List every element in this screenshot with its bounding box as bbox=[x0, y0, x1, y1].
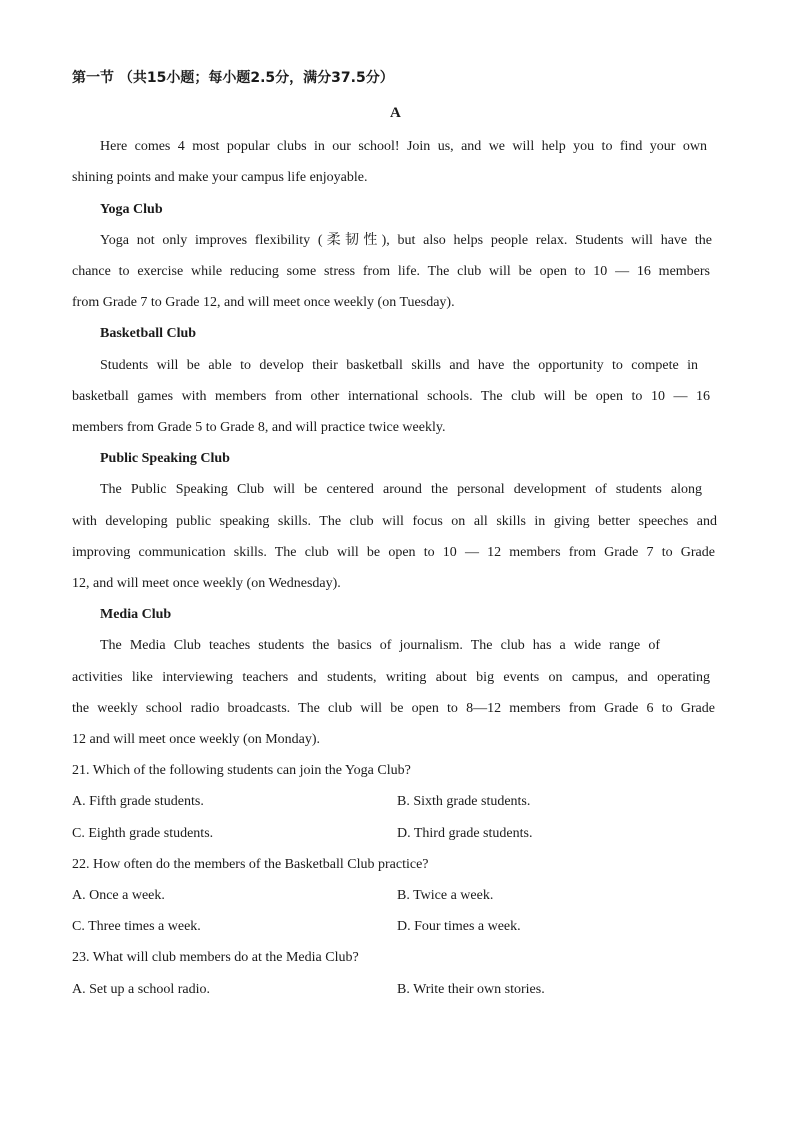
public-speaking-line-4: 12, and will meet once weekly (on Wednesday). bbox=[72, 576, 341, 591]
intro-line-1: Here comes 4 most popular clubs in our school! Join us, and we will help you to find your own bbox=[100, 139, 707, 154]
question-23-stem: 23. What will club members do at the Media Club? bbox=[72, 950, 359, 965]
question-21-option-a: A. Fifth grade students. bbox=[72, 794, 204, 809]
basketball-line-3: members from Grade 5 to Grade 8, and will practice twice weekly. bbox=[72, 420, 446, 435]
question-22-option-a: A. Once a week. bbox=[72, 888, 165, 903]
basketball-line-1: Students will be able to develop their basketball skills and have the opportunity to compete in bbox=[100, 358, 698, 373]
question-21-option-b: B. Sixth grade students. bbox=[397, 794, 531, 809]
media-line-4: 12 and will meet once weekly (on Monday). bbox=[72, 732, 321, 747]
section-heading: 第一节 （共15小题；每小题2.5分，满分37.5分） bbox=[72, 70, 394, 86]
club-heading-media: Media Club bbox=[100, 607, 172, 622]
question-21-option-c: C. Eighth grade students. bbox=[72, 826, 214, 841]
media-line-3: the weekly school radio broadcasts. The club will be open to 8—12 members from Grade 6 to Grade bbox=[72, 701, 715, 716]
public-speaking-line-2: with developing public speaking skills. The club will focus on all skills in giving better speeches and bbox=[72, 514, 717, 529]
question-21-option-d: D. Third grade students. bbox=[397, 826, 533, 841]
club-heading-basketball: Basketball Club bbox=[100, 326, 197, 341]
question-22-stem: 22. How often do the members of the Basketball Club practice? bbox=[72, 857, 429, 872]
question-22-option-d: D. Four times a week. bbox=[397, 919, 521, 934]
public-speaking-line-3: improving communication skills. The club will be open to 10 — 12 members from Grade 7 to Grade bbox=[72, 545, 715, 560]
public-speaking-line-1: The Public Speaking Club will be centered around the personal development of students along bbox=[100, 482, 702, 497]
yoga-line-1: Yoga not only improves flexibility (柔韧性), but also helps people relax. Students will have the bbox=[100, 233, 712, 248]
media-line-2: activities like interviewing teachers and students, writing about big events on campus, and operating bbox=[72, 670, 710, 685]
yoga-line-2: chance to exercise while reducing some stress from life. The club will be open to 10 — 16 members bbox=[72, 264, 710, 279]
club-heading-public-speaking: Public Speaking Club bbox=[100, 451, 230, 466]
question-23-option-a: A. Set up a school radio. bbox=[72, 982, 211, 997]
question-22-option-c: C. Three times a week. bbox=[72, 919, 201, 934]
question-23-option-b: B. Write their own stories. bbox=[397, 982, 545, 997]
question-22-option-b: B. Twice a week. bbox=[397, 888, 494, 903]
intro-line-2: shining points and make your campus life enjoyable. bbox=[72, 170, 368, 185]
basketball-line-2: basketball games with members from other international schools. The club will be open to 10 — 16 bbox=[72, 389, 710, 404]
club-heading-yoga: Yoga Club bbox=[100, 202, 163, 217]
question-21-stem: 21. Which of the following students can join the Yoga Club? bbox=[72, 763, 411, 778]
passage-letter: A bbox=[390, 105, 401, 121]
yoga-line-3: from Grade 7 to Grade 12, and will meet once weekly (on Tuesday). bbox=[72, 295, 455, 310]
media-line-1: The Media Club teaches students the basics of journalism. The club has a wide range of bbox=[100, 638, 660, 653]
